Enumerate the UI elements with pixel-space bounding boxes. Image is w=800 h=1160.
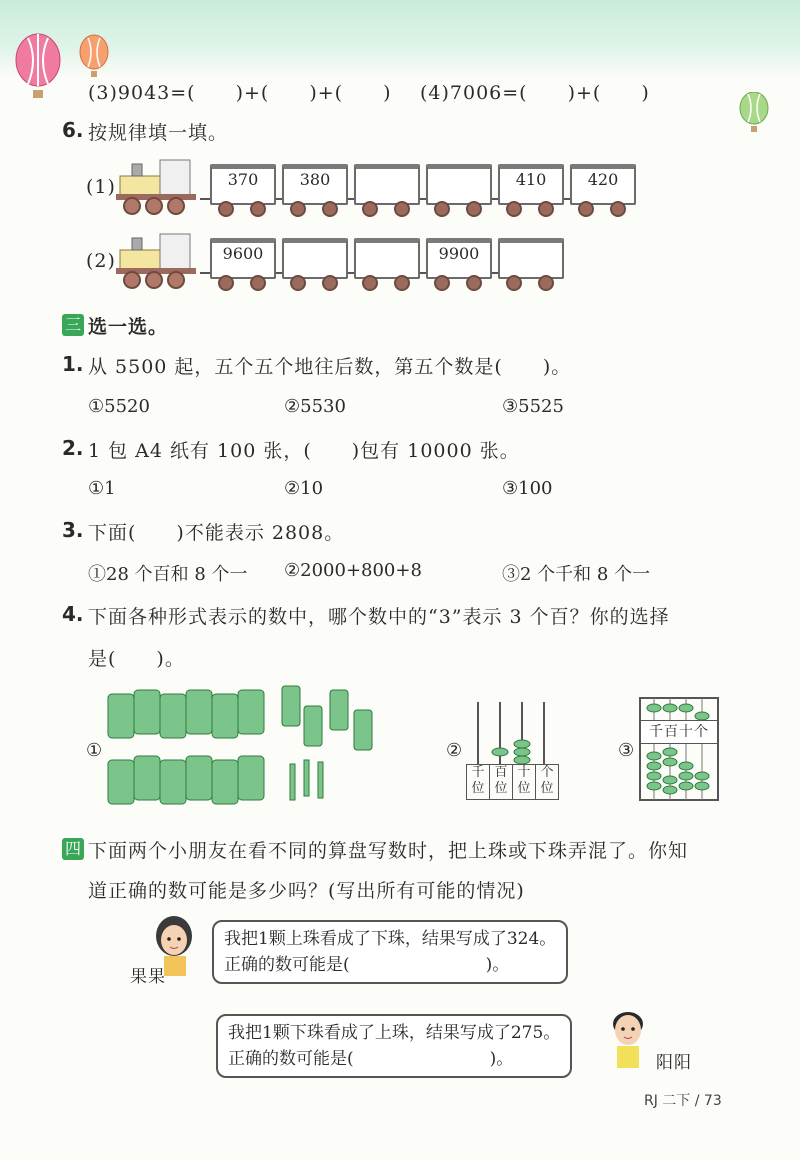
bubble-line: 正确的数可能是( )。 [228,1049,514,1069]
question-text-cont: 道正确的数可能是多少吗？(写出所有可能的情况) [88,880,525,902]
place-label: 千位 [467,765,490,799]
row-label: (2) [86,250,116,272]
option[interactable]: ③ [618,740,635,761]
train-cart[interactable] [354,164,418,214]
section-title: 按规律填一填。 [88,122,229,144]
boy-icon [604,1006,654,1072]
train-engine-icon [112,156,208,216]
question-text: 从 5500 起，五个五个地往后数，第五个数是( )。 [88,356,572,378]
question-text-cont: 是( )。 [88,648,185,670]
question-text: 1 包 A4 纸有 100 张，( )包有 10000 张。 [88,440,520,462]
section-badge: 四 [62,838,84,860]
abacus-place-labels: 千百十个 [640,720,718,744]
question-text: 下面两个小朋友在看不同的算盘写数时，把上珠或下珠弄混了。你知 [88,840,689,862]
kid-name: 果果 [130,967,166,987]
row-label: (1) [86,176,116,198]
question-number: 1. [62,352,84,376]
train-cart[interactable] [426,164,490,214]
bundle-row-bottom [108,756,264,804]
question-number: 6. [62,118,84,142]
section-title: 选一选。 [88,316,169,338]
bubble-line: 我把1颗下珠看成了上珠，结果写成了275。 [228,1023,561,1043]
header-band [0,0,800,78]
option[interactable]: ①5520 [88,396,150,417]
place-label: 个位 [540,765,554,796]
bundle-row-top [108,690,264,738]
speech-bubble [212,920,568,984]
train-cart[interactable] [354,238,418,288]
option[interactable]: ③2 个千和 8 个一 [502,564,651,585]
option[interactable]: ①1 [88,478,116,499]
question-text: 下面各种形式表示的数中，哪个数中的“3”表示 3 个百？你的选择 [88,606,670,628]
option[interactable]: ②5530 [284,396,346,417]
train-cart[interactable]: 380 [282,164,346,214]
abacus-rods-illustration [464,698,560,766]
abacus-illustration [638,696,720,802]
train-cart[interactable] [282,238,346,288]
section-badge: 三 [62,314,84,336]
bubble-line: 正确的数可能是( )。 [224,955,510,975]
question-number: 2. [62,436,84,460]
place-label: 百位 [490,765,513,799]
train-cart[interactable]: 9600 [210,238,274,288]
option[interactable]: ①28 个百和 8 个一 [88,564,248,585]
question-text: 下面( )不能表示 2808。 [88,522,345,544]
question-number: 3. [62,518,84,542]
bubble-line: 我把1颗上珠看成了下珠，结果写成了324。 [224,929,557,949]
train-engine-icon [112,230,208,290]
stick-bundles-illustration [104,684,384,810]
kid-name: 阳阳 [656,1053,692,1073]
option[interactable]: ③100 [502,478,553,499]
option[interactable]: ① [86,740,103,761]
train-cart[interactable]: 420 [570,164,634,214]
speech-bubble [216,1014,572,1078]
option[interactable]: ②10 [284,478,324,499]
train-cart[interactable]: 370 [210,164,274,214]
balloon-icon-small [736,92,772,136]
question-number: 4. [62,602,84,626]
place-value-labels [466,764,559,800]
option[interactable]: ② [446,740,463,761]
train-cart[interactable]: 9900 [426,238,490,288]
page-number: RJ 二下 / 73 [644,1093,722,1109]
option[interactable]: ③5525 [502,396,564,417]
train-cart[interactable] [498,238,562,288]
option[interactable]: ②2000+800+8 [284,560,422,581]
equation-4: (4)7006=( )+( ) [420,82,650,104]
place-label: 十位 [513,765,536,799]
train-cart[interactable]: 410 [498,164,562,214]
equation-3: (3)9043=( )+( )+( ) [88,82,392,104]
